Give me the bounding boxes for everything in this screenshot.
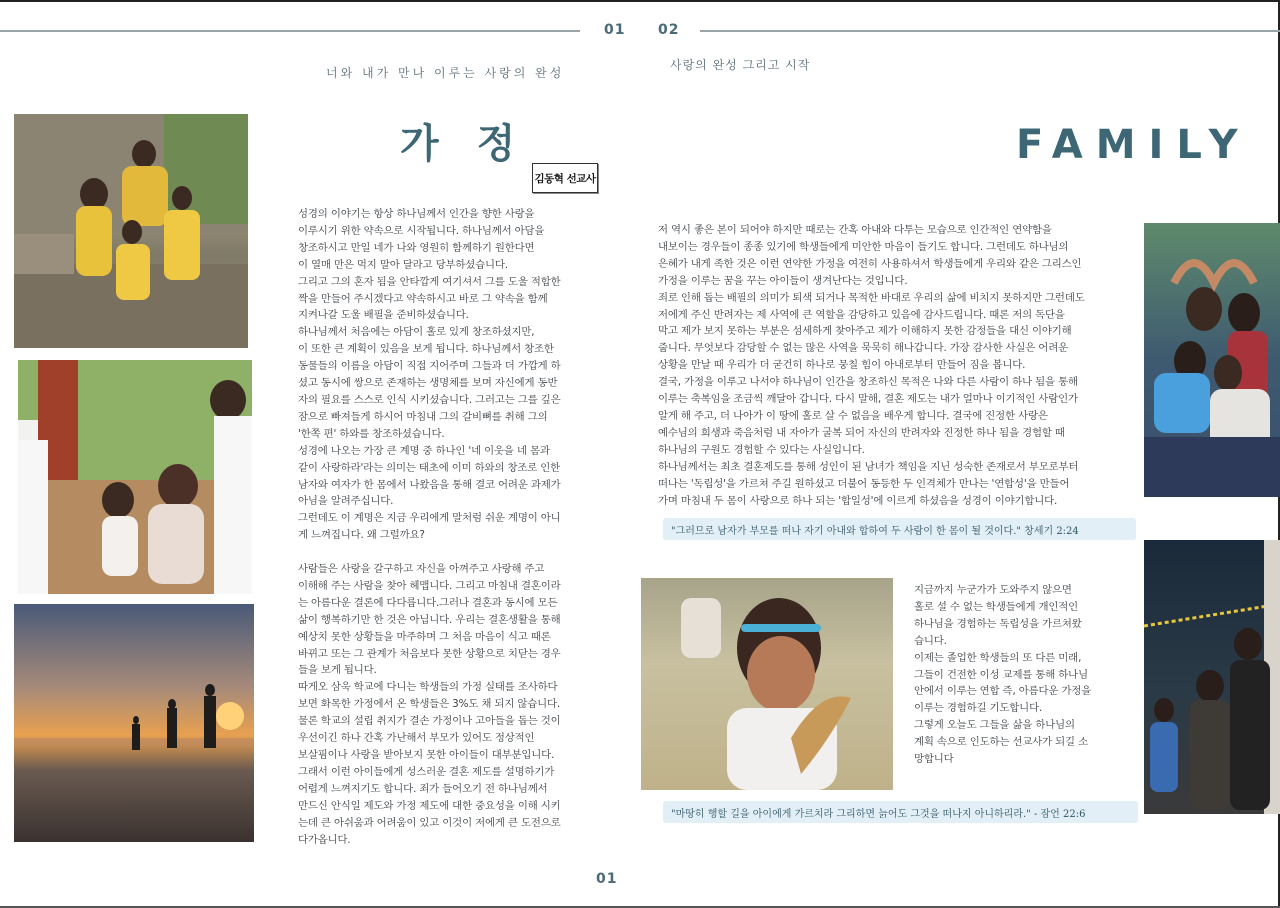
text-line: 는 아름다운 결론에 다다릅니다.그러나 결혼과 동시에 모든	[298, 596, 558, 609]
text-line: 셨고 동시에 쌍으로 존재하는 생명체를 보며 자신에게 동반	[298, 377, 558, 390]
text-line: 그렇게 오늘도 그들을 삶을 하나님의	[914, 719, 1075, 732]
text-line: 는데 큰 아쉬움과 어려움이 있고 이것이 저에게 큰 도전으로	[298, 816, 561, 829]
korean-title: 가 정	[400, 121, 528, 167]
text-line: 결국, 가정을 이루고 나서야 하나님이 인간을 창조하신 목적은 나와 다른 사람이 하나 됨을 통해	[658, 376, 1078, 389]
text-line: 지금까지 누군가가 도와주지 않으면	[914, 584, 1072, 596]
text-line: 저에게 주신 반려자는 제 사역에 큰 역할을 감당하고 있음에 감사드립니다. 때론 저의 독단을	[658, 308, 1065, 321]
quote-proverbs: "마땅히 행할 길을 아이에게 가르치라 그리하면 늙어도 그것을 떠나지 아니하리라." - 잠언 22:6	[663, 801, 1138, 823]
left-article-column	[298, 206, 561, 848]
text-line: 하나님께서 처음에는 아담이 홀로 있게 창조하셨지만,	[298, 326, 535, 339]
footer-page-number: 01	[596, 871, 618, 887]
text-line: 다가옵니다.	[298, 833, 351, 846]
mother-child-photo	[18, 360, 252, 594]
text-line: 게 느껴집니다. 왜 그럴까요?	[298, 529, 425, 542]
text-line: 삶이 행복하기만 한 것은 아닙니다. 우리는 결혼생활을 통해	[298, 613, 561, 626]
text-line: 막고 제가 보지 못하는 부분은 섬세하게 찾아주고 제가 이해하지 못한 감정들을 대신 이야기해	[658, 325, 1072, 338]
text-line: 내보이는 경우들이 종종 있기에 학생들에게 미안한 마음이 들기도 합니다. 그런데도 하나님의	[658, 240, 1069, 253]
text-line: 가며 마침내 두 몸이 사랑으로 하나 되는 '합일성'에 이르게 하셨음을 성경이 이야기합니다.	[658, 494, 1058, 507]
text-line	[298, 544, 561, 561]
text-line: 그런데도 이 계명은 지금 우리에게 말처럼 쉬운 계명이 아니	[298, 512, 561, 525]
text-line: 계획 속으로 인도하는 선교사가 되길 소	[914, 736, 1088, 749]
text-line: 알게 해 주고, 더 나아가 이 땅에 홀로 살 수 없음을 배우게 합니다. 결국에 진정한 사랑은	[658, 409, 1048, 422]
text-line: 자의 필요를 스스로 인식 시키셨습니다. 그러고는 그를 깊은	[298, 393, 561, 406]
text-line: 죄로 인해 돕는 배필의 의미가 퇴색 되거나 목적한 바대로 우리의 삶에 비치지 못하지만 그런데도	[658, 291, 1085, 304]
text-line: 보살핌이나 사랑을 받아보지 못한 아이들이 대부분입니다.	[298, 749, 555, 761]
night-group-photo	[1144, 540, 1280, 814]
text-line: 창조하시고 만일 네가 나와 영원히 함께하기 원한다면	[298, 241, 535, 254]
page-number-right: 02	[658, 22, 680, 38]
text-line: 은혜가 내게 족한 것은 이런 연약한 가정을 여전히 사용하셔서 학생들에게 우리와 같은 그리스인	[658, 257, 1082, 270]
page-number-left: 01	[604, 22, 626, 38]
text-line: 상황을 만날 때 우리가 더 굳건히 하나로 뭉칠 힘이 아내로부터 만들어 짐을 봅니다.	[658, 359, 1026, 372]
text-line: 하나님께서는 최초 결혼제도를 통해 성인이 된 남녀가 책임을 지닌 성숙한 존재로서 부모로부터	[658, 460, 1079, 473]
text-line: 성경의 이야기는 항상 하나님께서 인간을 향한 사랑을	[298, 208, 535, 220]
text-line: 동물들의 이름을 아담이 직접 지어주며 그들과 더 가깝게 하	[298, 360, 561, 373]
text-line: 같이 사랑하라'라는 의미는 태초에 이미 하와의 창조로 인한	[298, 461, 561, 474]
text-line: 들을 보게 됩니다.	[298, 664, 377, 677]
text-line: 따게오 삼욱 학교에 다니는 학생들의 가정 실태를 조사하다	[298, 681, 558, 694]
text-line: 예수님의 희생과 죽음처럼 내 자아가 굴복 되어 자신의 반려자와 진정한 하나 됨을 경험할 때	[658, 426, 1065, 439]
text-line: 이제는 졸업한 학생들의 또 다른 미래,	[914, 651, 1082, 664]
header-rule-right	[700, 30, 1280, 32]
right-subtitle: 사랑의 완성 그리고 시작	[670, 58, 811, 72]
text-line: 하나님의 구원도 경험할 수 있다는 사실입니다.	[658, 443, 865, 456]
text-line: 그래서 이런 아이들에게 성스러운 결혼 제도를 설명하기가	[298, 765, 555, 778]
text-line: 이루는 경험하길 기도합니다.	[914, 702, 1043, 715]
text-line: '한쪽 편' 하와를 창조하셨습니다.	[298, 427, 445, 440]
text-line: 아님을 알려주십니다.	[298, 495, 394, 508]
text-line: 그들이 건전한 이성 교제를 통해 하나님	[914, 668, 1088, 681]
text-line: 하나님을 경험하는 독립성을 가르쳐왔	[914, 617, 1082, 630]
text-line: 이 열매 만은 먹지 말아 달라고 당부하셨습니다.	[298, 258, 508, 271]
text-line: 바뀌고 또는 그 관계가 처음보다 못한 상황으로 치닫는 경우	[298, 647, 561, 660]
girl-with-leaf-photo	[641, 578, 893, 790]
text-line: 망합니다	[914, 753, 954, 766]
text-line: 떠나는 '독립성'을 가르쳐 주길 원하셨고 더불어 동등한 두 인격체가 만나는 '연합성'을 만들어	[658, 477, 1070, 490]
text-line: 사람들은 사랑을 갈구하고 자신을 아껴주고 사랑해 주고	[298, 563, 545, 576]
text-line: 어렵게 느껴지기도 합니다. 죄가 들어오기 전 하나님께서	[298, 782, 548, 795]
family-photo-yellow	[14, 114, 248, 348]
top-border	[0, 0, 1280, 2]
heart-hands-photo	[1144, 223, 1280, 497]
text-line: 줍니다. 무엇보다 감당할 수 없는 많은 사역을 묵묵히 해나갑니다. 가장 감사한 사실은 어려운	[658, 342, 1068, 355]
sunset-beach-photo	[14, 604, 254, 842]
text-line: 예상치 못한 상황들을 마주하며 그 처음 마음이 식고 때론	[298, 630, 551, 643]
text-line: 남자와 여자가 한 몸에서 나왔음을 통해 결코 어려운 과제가	[298, 478, 561, 491]
right-middle-column	[914, 582, 1091, 768]
text-line: 이해해 주는 사람을 찾아 헤맵니다. 그리고 마침내 결혼이라	[298, 579, 561, 592]
text-line: 가정을 이루는 꿈을 꾸는 아이들이 생겨난다는 것입니다.	[658, 274, 908, 287]
header-rule-left	[0, 30, 580, 32]
author-tag: 김동혁 선교사	[532, 163, 598, 193]
left-subtitle: 너와 내가 만나 이루는 사랑의 완성	[326, 66, 565, 80]
text-line: 우선이긴 하나 간혹 가난해서 부모가 있어도 정상적인	[298, 732, 535, 745]
text-line: 만드신 안식일 제도와 가정 제도에 대한 중요성을 이해 시키	[298, 799, 561, 812]
text-line: 이루시기 위한 약속으로 시작됩니다. 하나님께서 아담을	[298, 224, 545, 237]
text-line: 물론 학교의 설립 취지가 결손 가정이나 고아들을 돕는 것이	[298, 715, 561, 728]
text-line: 짝을 만들어 주시겠다고 약속하시고 바로 그 약속을 함께	[298, 292, 548, 305]
text-line: 그리고 그의 혼자 됨을 안타깝게 여기셔서 그를 도울 적합한	[298, 275, 561, 288]
right-article-column	[658, 222, 1085, 509]
quote-genesis: "그러므로 남자가 부모를 떠나 자기 아내와 합하여 두 사람이 한 몸이 될 것이다." 창세기 2:24	[663, 518, 1136, 540]
text-line: 홀로 설 수 없는 학생들에게 개인적인	[914, 600, 1079, 613]
text-line: 저 역시 좋은 본이 되어야 하지만 때로는 간혹 아내와 다투는 모습으로 인간적인 연약함을	[658, 224, 1052, 236]
text-line: 성경에 나오는 가장 큰 계명 중 하나인 '네 이웃을 네 몸과	[298, 444, 550, 457]
text-line: 이루는 축복임을 조금씩 깨달아 갑니다. 다시 말해, 결혼 제도는 내가 얼마나 이기적인 사람인가	[658, 393, 1078, 406]
text-line: 지켜나갈 도울 배필을 준비하셨습니다.	[298, 309, 469, 322]
text-line: 습니다.	[914, 634, 947, 647]
text-line: 이 또한 큰 계획이 있음을 보게 됩니다. 하나님께서 창조한	[298, 343, 554, 356]
text-line: 안에서 이루는 연합 즉, 아름다운 가정을	[914, 685, 1092, 698]
text-line: 잠으로 빠져들게 하시어 마침내 그의 갈비뼈를 취해 그의	[298, 410, 548, 423]
text-line: 보면 화목한 가정에서 온 학생들은 3%도 채 되지 않습니다.	[298, 698, 561, 711]
english-title: FAMILY	[1016, 122, 1251, 168]
